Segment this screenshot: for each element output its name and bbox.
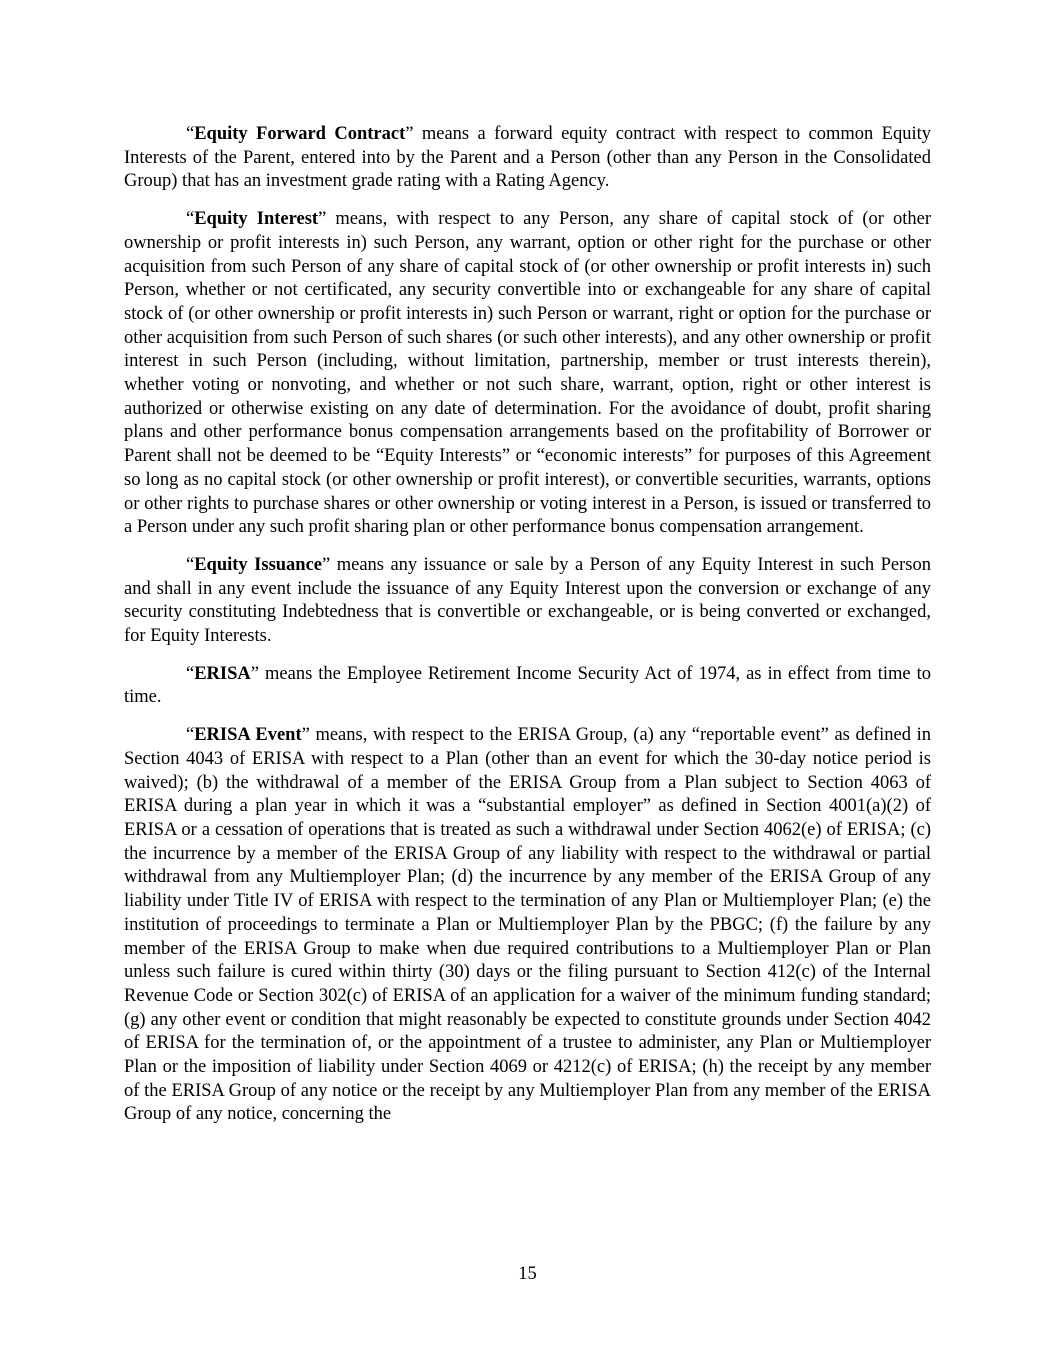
open-quote: “ xyxy=(186,124,195,144)
page-number: 15 xyxy=(518,1264,537,1284)
definition-text: ” means any issuance or sale by a Person of any Equity Interest in such Person and shall in any event include the issuance of any Equity Interest upon the conversion or exchange of any security constituting Indebtedness that is convertible or exchangeable, or is being converted or exchanged, for Equity Interests. xyxy=(124,554,931,647)
definition-erisa-event xyxy=(124,724,931,1127)
definition-erisa xyxy=(124,663,931,710)
defined-term: ERISA Event xyxy=(194,725,302,746)
defined-term: Equity Interest xyxy=(194,209,319,230)
open-quote: “ xyxy=(186,209,195,230)
definition-equity-forward-contract xyxy=(124,123,931,194)
open-quote: “ xyxy=(186,554,195,575)
definition-equity-interest xyxy=(124,208,931,540)
definition-equity-issuance xyxy=(124,554,931,649)
definition-text: ” means a forward equity contract with respect to common Equity Interests of the Parent, entered into by the Parent and a Person (other than any Person in the Consolidated Group) that has an investment grade rating with a Rating Agency. xyxy=(124,124,931,192)
definition-text: ” means, with respect to any Person, any share of capital stock of (or other ownership or profit interests in) such Person, any warrant, option or other right for the purchase or other acquisition from such Person of any share of capital stock of (or other ownership or profit interests in) such Person, whether or not certificated, any security convertible into or exchangeable for any share of capital stock of (or other ownership or profit interests in) such Person or warrant, right or option for the purchase or other acquisition from such Person of such shares (or such other interests), and any other ownership or profit interest in such Person (including, without limitation, partnership, member or trust interests therein), whether voting or nonvoting, and whether or not such share, warrant, option, right or other interest is authorized or otherwise existing on any date of determination. For the avoidance of doubt, profit sharing plans and other performance bonus compensation arrangements based on the profitability of Borrower or Parent shall not be deemed to be “Equity Interests” or “economic interests” for purposes of this Agreement so long as no capital stock (or other ownership or profit interest), or convertible securities, warrants, options or other rights to purchase shares or other ownership or voting interest in a Person, is issued or transferred to a Person under any such profit sharing plan or other performance bonus compensation arrangement. xyxy=(124,209,931,538)
defined-term: ERISA xyxy=(194,663,251,684)
defined-term: Equity Forward Contract xyxy=(194,124,406,144)
document-body xyxy=(124,123,931,1141)
open-quote: “ xyxy=(186,663,195,684)
open-quote: “ xyxy=(186,725,195,746)
definition-text: ” means the Employee Retirement Income Security Act of 1974, as in effect from time to time. xyxy=(124,663,931,708)
defined-term: Equity Issuance xyxy=(194,554,323,575)
definition-text: ” means, with respect to the ERISA Group, (a) any “reportable event” as defined in Section 4043 of ERISA with respect to a Plan (other than an event for which the 30-day notice period is waived); (b) the withdrawal of a member of the ERISA Group from a Plan subject to Section 4063 of ERISA during a plan year in which it was a “substantial employer” as defined in Section 4001(a)(2) of ERISA or a cessation of operations that is treated as such a withdrawal under Section 4062(e) of ERISA; (c) the incurrence by a member of the ERISA Group of any liability with respect to the withdrawal or partial withdrawal from any Multiemployer Plan; (d) the incurrence by any member of the ERISA Group of any liability under Title IV of ERISA with respect to the termination of any Plan or Multiemployer Plan; (e) the institution of proceedings to terminate a Plan or Multiemployer Plan by the PBGC; (f) the failure by any member of the ERISA Group to make when due required contributions to a Multiemployer Plan or Plan unless such failure is cured within thirty (30) days or the filing pursuant to Section 412(c) of the Internal Revenue Code or Section 302(c) of ERISA of an application for a waiver of the minimum funding standard; (g) any other event or condition that might reasonably be expected to constitute grounds under Section 4042 of ERISA for the termination of, or the appointment of a trustee to administer, any Plan or Multiemployer Plan or the imposition of liability under Section 4069 or 4212(c) of ERISA; (h) the receipt by any member of the ERISA Group of any notice or the receipt by any Multiemployer Plan from any member of the ERISA Group of any notice, concerning the xyxy=(124,725,931,1125)
